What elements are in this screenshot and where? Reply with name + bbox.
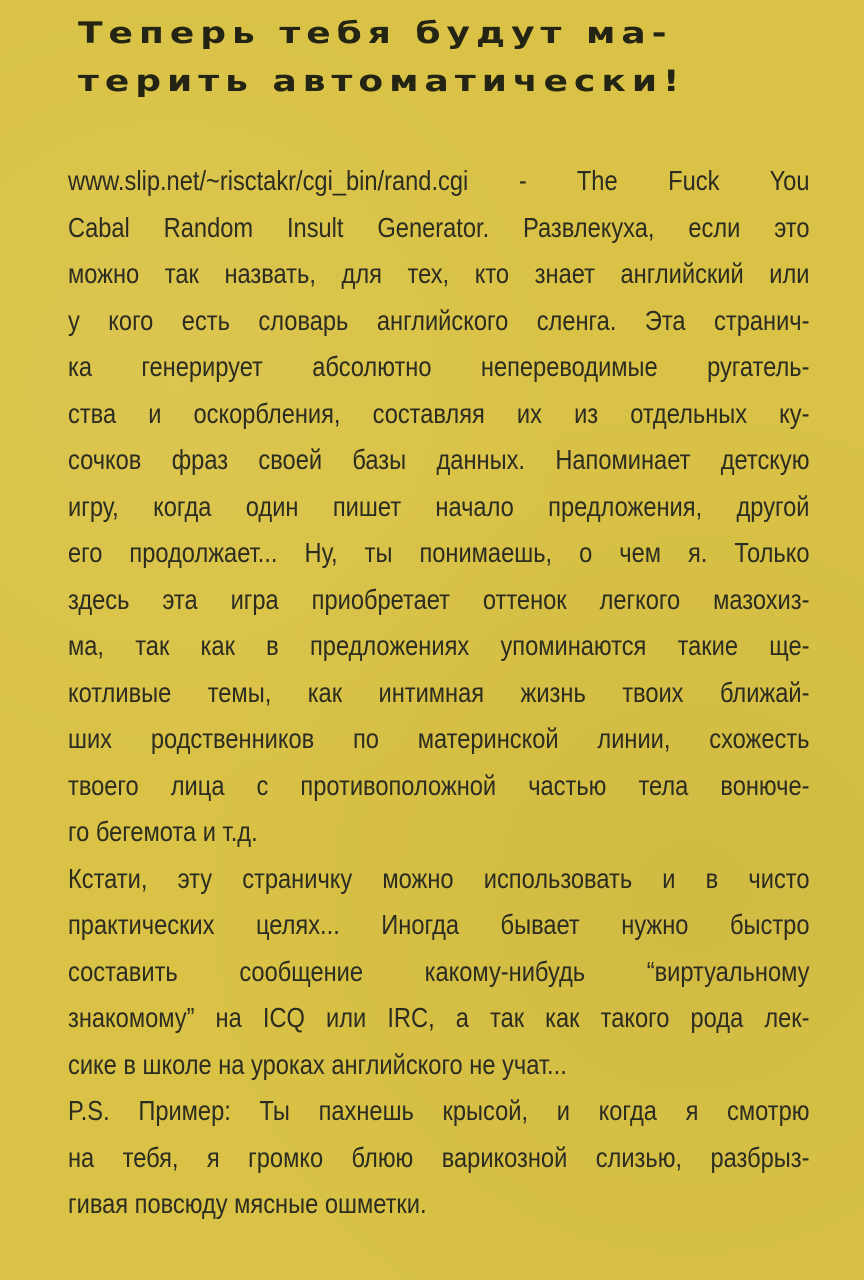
article-line: ства и оскорбления, составляя их из отдельных ку-: [68, 397, 810, 429]
article-line: знакомому” на ICQ или IRC, а так как такого рода лек-: [68, 1002, 810, 1033]
article-line: го бегемота и т.д.: [68, 816, 258, 847]
headline-line: Теперь тебя будут ма-: [78, 16, 673, 51]
article-line: www.slip.net/~risctakr/cgi_bin/rand.cgi - The Fuck You: [68, 165, 810, 196]
article-line: Cabal Random Insult Generator. Развлекуха, если это: [68, 211, 810, 243]
article-line: можно так назвать, для тех, кто знает английский или: [68, 258, 810, 289]
article-line: котливые темы, как интимная жизнь твоих ближай-: [68, 676, 810, 708]
article-line: игру, когда один пишет начало предложения, другой: [68, 490, 810, 522]
article-line: ших родственников по материнской линии, схожесть: [68, 723, 810, 754]
article-line: твоего лица с противоположной частью тела вонюче-: [68, 769, 810, 801]
article-line: здесь эта игра приобретает оттенок легкого мазохиз-: [68, 583, 810, 615]
headline-line: терить автоматически!: [78, 64, 686, 99]
article-line: ма, так как в предложениях упоминаются такие ще-: [68, 630, 810, 661]
article-line: на тебя, я громко блюю варикозной слизью, разбрыз-: [68, 1141, 810, 1173]
article-line: P.S. Пример: Ты пахнешь крысой, и когда я смотрю: [68, 1095, 810, 1126]
headline: [78, 10, 838, 106]
article-line: практических целях... Иногда бывает нужно быстро: [68, 909, 810, 940]
article-line: сике в школе на уроках английского не учат...: [68, 1048, 567, 1080]
article-line: сочков фраз своей базы данных. Напоминает детскую: [68, 444, 810, 475]
article-line: гивая повсюду мясные ошметки.: [68, 1188, 427, 1219]
article-line: составить сообщение какому-нибудь “виртуальному: [68, 955, 810, 987]
article-line: ка генерирует абсолютно непереводимые ругатель-: [68, 351, 810, 382]
article-body: [68, 158, 810, 1228]
article-line: его продолжает... Ну, ты понимаешь, о чем я. Только: [68, 537, 810, 568]
article-line: Кстати, эту страничку можно использовать и в чисто: [68, 862, 810, 894]
article-line: у кого есть словарь английского сленга. Эта странич-: [68, 304, 810, 336]
